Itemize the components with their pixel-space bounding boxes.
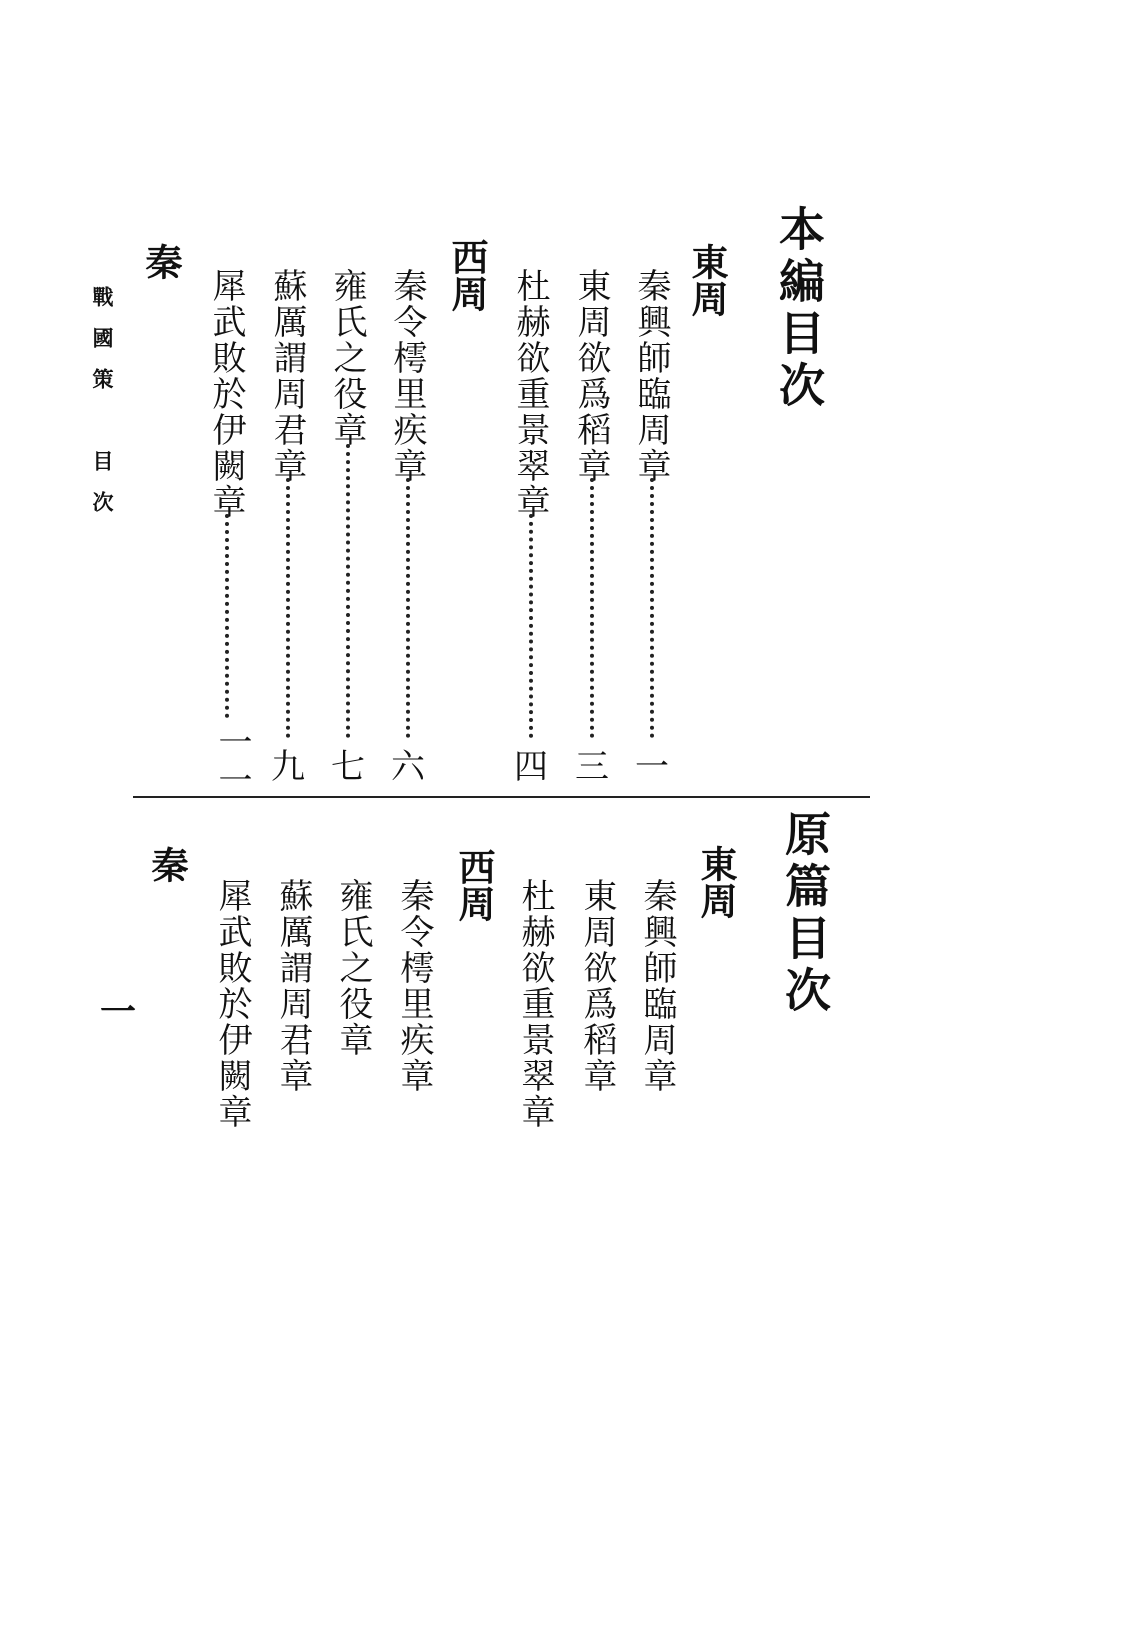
lower-entry-title: 東周欲爲稻章 <box>577 878 617 1094</box>
lower-state-xizhou: 西周 <box>452 848 495 922</box>
lower-entry-title: 秦興師臨周章 <box>637 878 677 1094</box>
page-folio: 一 <box>100 991 137 1033</box>
upper-entry-title: 秦令樗里疾章 <box>387 268 427 484</box>
lower-state-qin: 秦 <box>145 846 188 883</box>
lower-entry-title: 蘇厲謂周君章 <box>273 878 313 1094</box>
upper-entry-page: 一 <box>635 747 669 787</box>
upper-entry-page: 四 <box>514 747 548 787</box>
upper-entry-leader <box>346 444 350 738</box>
upper-entry-page: 六 <box>391 747 425 787</box>
upper-entry-leader <box>590 478 594 738</box>
lower-entry-title: 杜赫欲重景翠章 <box>515 878 555 1130</box>
upper-entry-title: 秦興師臨周章 <box>631 268 671 484</box>
upper-entry-page: 三 <box>575 747 609 787</box>
lower-state-dongzhou: 東周 <box>694 845 737 919</box>
upper-entry-title: 東周欲爲稻章 <box>571 268 611 484</box>
upper-title: 本編目次 <box>772 205 826 413</box>
lower-entry-title: 秦令樗里疾章 <box>394 878 434 1094</box>
lower-title: 原篇目次 <box>778 810 832 1018</box>
lower-entry-title: 雍氏之役章 <box>333 878 373 1058</box>
upper-entry-leader <box>650 478 654 738</box>
upper-entry-page: 七 <box>331 747 365 787</box>
upper-entry-page: 九 <box>271 747 305 787</box>
upper-state-dongzhou: 東周 <box>685 243 728 317</box>
section-divider <box>133 796 870 798</box>
upper-entry-leader <box>225 514 229 718</box>
upper-state-qin: 秦 <box>139 243 182 280</box>
upper-state-xizhou: 西周 <box>445 238 488 312</box>
margin-header: 戰國策 目次 <box>90 286 115 532</box>
upper-entry-leader <box>529 514 533 738</box>
upper-entry-leader <box>286 478 290 738</box>
upper-entry-title: 杜赫欲重景翠章 <box>510 268 550 520</box>
upper-entry-page: 一一 <box>212 724 252 800</box>
lower-entry-title: 犀武敗於伊闕章 <box>212 878 252 1130</box>
upper-entry-leader <box>406 478 410 738</box>
upper-entry-title: 犀武敗於伊闕章 <box>206 268 246 520</box>
upper-entry-title: 雍氏之役章 <box>327 268 367 448</box>
upper-entry-title: 蘇厲謂周君章 <box>267 268 307 484</box>
